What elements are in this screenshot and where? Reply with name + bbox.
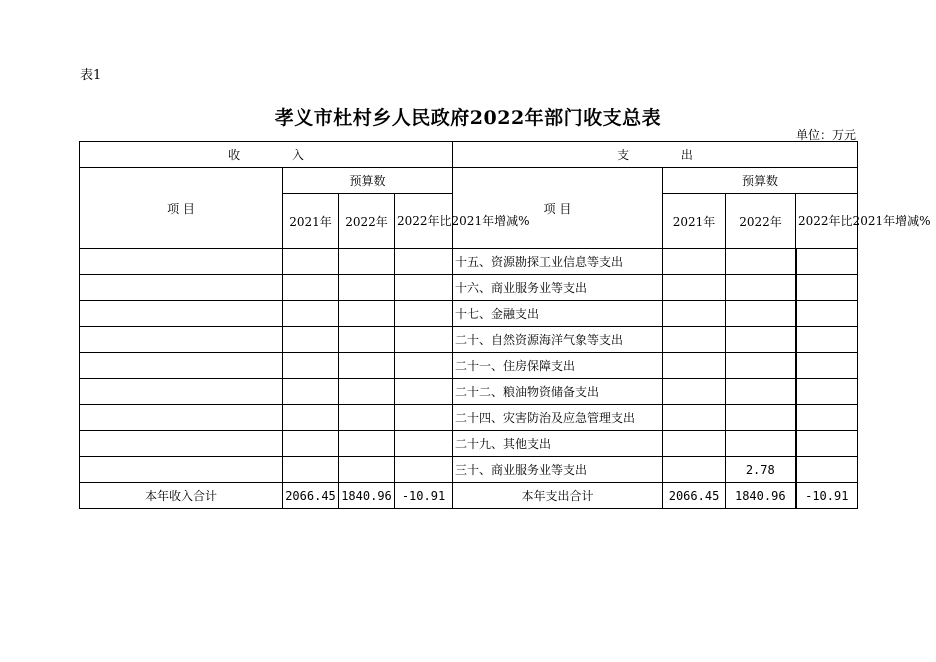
income-change-cell — [395, 327, 453, 353]
expense-change-cell — [796, 405, 858, 431]
income-2021-cell — [283, 275, 339, 301]
income-item-cell — [80, 275, 283, 301]
expense-total-change: -10.91 — [796, 483, 858, 509]
income-2021-cell — [283, 431, 339, 457]
income-2021-cell — [283, 353, 339, 379]
income-item-header: 项 目 — [80, 168, 283, 249]
income-total-2021: 2066.45 — [283, 483, 339, 509]
income-2022-cell — [339, 405, 395, 431]
income-change-cell — [395, 275, 453, 301]
income-2022-cell — [339, 379, 395, 405]
income-total-label: 本年收入合计 — [80, 483, 283, 509]
income-item-cell — [80, 405, 283, 431]
income-change-cell — [395, 457, 453, 483]
expense-item-cell: 二十、自然资源海洋气象等支出 — [453, 327, 663, 353]
income-2021-header: 2021年 — [283, 194, 339, 249]
expense-2022-cell — [726, 249, 796, 275]
expense-2022-cell — [726, 379, 796, 405]
income-2021-cell — [283, 301, 339, 327]
expense-change-header: 2022年比2021年增减% — [796, 194, 858, 249]
income-change-cell — [395, 431, 453, 457]
expense-change-cell — [796, 301, 858, 327]
expense-item-header: 项 目 — [453, 168, 663, 249]
expense-2021-cell — [663, 405, 726, 431]
table-row — [80, 431, 858, 457]
income-item-cell — [80, 431, 283, 457]
income-2022-cell — [339, 275, 395, 301]
expense-2021-cell — [663, 431, 726, 457]
income-2022-cell — [339, 457, 395, 483]
header-row-budget — [80, 168, 858, 194]
expense-item-cell: 二十四、灾害防治及应急管理支出 — [453, 405, 663, 431]
expense-2021-cell — [663, 379, 726, 405]
expense-change-cell — [796, 353, 858, 379]
income-2022-cell — [339, 249, 395, 275]
expense-2022-cell — [726, 327, 796, 353]
table-row — [80, 353, 858, 379]
income-2021-cell — [283, 457, 339, 483]
expense-item-cell: 二十一、住房保障支出 — [453, 353, 663, 379]
expense-2022-cell — [726, 431, 796, 457]
table-row — [80, 379, 858, 405]
expense-2021-header: 2021年 — [663, 194, 726, 249]
expense-2021-cell — [663, 275, 726, 301]
income-item-cell — [80, 457, 283, 483]
expense-2021-cell — [663, 353, 726, 379]
expense-2022-header: 2022年 — [726, 194, 796, 249]
expense-2021-cell — [663, 249, 726, 275]
expense-2022-cell — [726, 353, 796, 379]
income-item-cell — [80, 379, 283, 405]
income-change-cell — [395, 301, 453, 327]
expense-change-cell — [796, 275, 858, 301]
expense-2022-cell: 2.78 — [726, 457, 796, 483]
income-2021-cell — [283, 379, 339, 405]
expense-section-header: 支 出 — [453, 142, 858, 168]
expense-budget-header: 预算数 — [663, 168, 858, 194]
expense-item-cell: 十五、资源勘探工业信息等支出 — [453, 249, 663, 275]
table-row — [80, 275, 858, 301]
income-2022-cell — [339, 353, 395, 379]
income-2022-cell — [339, 431, 395, 457]
expense-total-2022: 1840.96 — [726, 483, 796, 509]
income-2022-cell — [339, 301, 395, 327]
table-row — [80, 301, 858, 327]
expense-change-cell — [796, 379, 858, 405]
income-item-cell — [80, 301, 283, 327]
table-row — [80, 327, 858, 353]
expense-total-label: 本年支出合计 — [453, 483, 663, 509]
table-row — [80, 405, 858, 431]
expense-change-cell — [796, 327, 858, 353]
income-change-header: 2022年比2021年增减% — [395, 194, 453, 249]
table-row — [80, 249, 858, 275]
expense-2022-cell — [726, 275, 796, 301]
income-change-cell — [395, 379, 453, 405]
income-2022-cell — [339, 327, 395, 353]
unit-label: 单位：万元 — [795, 128, 856, 142]
header-row-sections — [80, 142, 858, 168]
expense-change-cell — [796, 249, 858, 275]
income-change-cell — [395, 249, 453, 275]
income-item-cell — [80, 327, 283, 353]
income-2021-cell — [283, 405, 339, 431]
expense-2021-cell — [663, 327, 726, 353]
income-total-2022: 1840.96 — [339, 483, 395, 509]
expense-2021-cell — [663, 301, 726, 327]
income-section-header: 收 入 — [80, 142, 453, 168]
expense-change-cell — [796, 457, 858, 483]
income-2022-header: 2022年 — [339, 194, 395, 249]
income-2021-cell — [283, 327, 339, 353]
income-total-change: -10.91 — [395, 483, 453, 509]
expense-item-cell: 十六、商业服务业等支出 — [453, 275, 663, 301]
expense-item-cell: 三十、商业服务业等支出 — [453, 457, 663, 483]
budget-summary-table — [79, 141, 931, 509]
table-number-label: 表1 — [80, 68, 102, 83]
table-body — [80, 249, 858, 483]
expense-2022-cell — [726, 301, 796, 327]
income-budget-header: 预算数 — [283, 168, 453, 194]
expense-2021-cell — [663, 457, 726, 483]
expense-item-cell: 二十九、其他支出 — [453, 431, 663, 457]
expense-item-cell: 十七、金融支出 — [453, 301, 663, 327]
income-change-cell — [395, 405, 453, 431]
totals-row — [80, 483, 858, 509]
expense-item-cell: 二十二、粮油物资储备支出 — [453, 379, 663, 405]
expense-total-2021: 2066.45 — [663, 483, 726, 509]
income-2021-cell — [283, 249, 339, 275]
income-change-cell — [395, 353, 453, 379]
page-title: 孝义市杜村乡人民政府2022年部门收支总表 — [274, 107, 662, 129]
expense-change-cell — [796, 431, 858, 457]
expense-2022-cell — [726, 405, 796, 431]
income-item-cell — [80, 353, 283, 379]
income-item-cell — [80, 249, 283, 275]
table-row — [80, 457, 858, 483]
